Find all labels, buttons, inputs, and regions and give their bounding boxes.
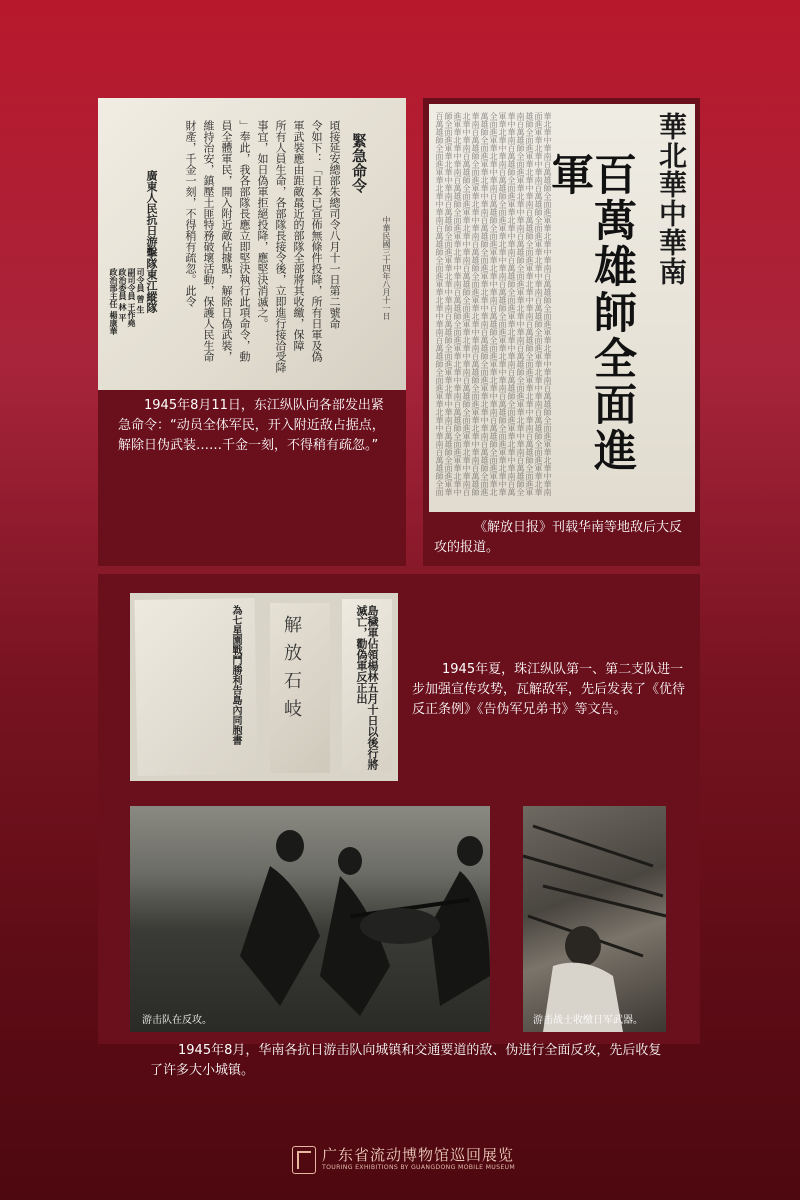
doc-signature-line: 司令員 曾 生 (136, 268, 146, 314)
caption-pearl-river-column: 1945年夏，珠江纵队第一、第二支队进一步加强宣传攻势，瓦解敌军，先后发表了《优待反正条例》《告伪军兄弟书》等文告。 (412, 662, 686, 717)
doc-line: 事宜，如日偽軍拒絕投降，應堅決消滅之。 (256, 120, 269, 329)
caption-urgent-order: 1945年8月11日，东江纵队向各部发出紧急命令：“动员全体军民，开入附近敌占据点，解除日伪武装……千金一刻，不得稍有疏忽。” (118, 398, 385, 453)
doc-signature-line: 政治部主任 楊康華 (109, 268, 119, 335)
footer-subtitle: TOURING EXHIBITIONS BY GUANGDONG MOBILE MUSEUM (322, 1164, 516, 1171)
doc-line: 軍武裝應由距敵最近的部隊全部將其收繳，保障 (292, 120, 305, 351)
caption-counteroffensive: 1945年8月，华南各抗日游击队向城镇和交通要道的敌、伪进行全面反攻，先后收复了许多大小城镇。 (150, 1043, 662, 1078)
leaflet-headline: 解放石岐 (281, 615, 302, 727)
newspaper-text-column: 師全面進軍華北華中華南百萬雄師全面進軍華北華中華南百萬雄師全面進軍華北華中華南百萬雄師全面進軍華 (444, 112, 453, 496)
doc-line: 令如下：「日本已宣佈無條件投降，所有日軍及偽 (310, 120, 323, 362)
doc-signature-line: 政治委員 林 平 (118, 268, 128, 322)
leaflet-side-a: 為七星園戰鬥勝利告島內同胞書 (230, 605, 241, 745)
newspaper-text-column: 萬雄師全面進軍華北華中華南百萬雄師全面進軍華北華中華南百萬雄師全面進軍華北華中華南百萬雄師全面進 (480, 112, 489, 496)
weapons-pile (523, 806, 666, 1032)
label-collecting-weapons: 游击战士收缴日军武器。 (533, 1015, 643, 1026)
photo-liberation-daily-newspaper (429, 104, 695, 512)
doc-unit: 廣東人民抗日游擊隊東江縱隊 (145, 170, 158, 313)
soldiers-silhouette (130, 806, 490, 1032)
label-guerrillas-counterattack: 游击队在反攻。 (142, 1015, 212, 1026)
newspaper-text-column: 華中華南百萬雄師全面進軍華北華中華南百萬雄師全面進軍華北華中華南百萬雄師全面進軍華北華中華南百萬 (507, 112, 516, 496)
photo-collecting-japanese-weapons (523, 806, 666, 1032)
newspaper-text-column: 南百萬雄師全面進軍華北華中華南百萬雄師全面進軍華北華中華南百萬雄師全面進軍華北華中華南百萬雄師全 (516, 112, 525, 496)
doc-line: 」奉此，我各部隊長應立即堅決執行此項命令，動 (238, 120, 251, 362)
newspaper-text-column: 面進軍華北華中華南百萬雄師全面進軍華北華中華南百萬雄師全面進軍華北華中華南百萬雄師全面進軍華北華 (534, 112, 543, 496)
footer (292, 1144, 532, 1178)
newspaper-headline-top: 華北華中華南 (655, 112, 688, 286)
newspaper-headline-main: 百萬雄師全面進軍 (544, 152, 637, 474)
newspaper-text-column: 華南百萬雄師全面進軍華北華中華南百萬雄師全面進軍華北華中華南百萬雄師全面進軍華北華中華南百萬雄師 (471, 112, 480, 496)
newspaper-text-column: 進軍華北華中華南百萬雄師全面進軍華北華中華南百萬雄師全面進軍華北華中華南百萬雄師全面進軍華北華中 (453, 112, 462, 496)
newspaper-text-column: 雄師全面進軍華北華中華南百萬雄師全面進軍華北華中華南百萬雄師全面進軍華北華中華南百萬雄師全面進軍 (525, 112, 534, 496)
newspaper-text-column: 全面進軍華北華中華南百萬雄師全面進軍華北華中華南百萬雄師全面進軍華北華中華南百萬雄師全面進軍華北 (489, 112, 498, 496)
doc-signature-line: 副司令員 王作堯 (127, 268, 137, 327)
leaflet-side-b: 島穢軍佔領楊林五月十日以後行將滅亡，勸偽軍反正出 (355, 605, 379, 770)
newspaper-text-column: 北華中華南百萬雄師全面進軍華北華中華南百萬雄師全面進軍華北華中華南百萬雄師全面進軍華北華中華南百 (462, 112, 471, 496)
doc-line: 維持治安，鎮壓土匪特務破壞活動，保護人民生命 (202, 120, 215, 362)
newspaper-text-column: 百萬雄師全面進軍華北華中華南百萬雄師全面進軍華北華中華南百萬雄師全面進軍華北華中華南百萬雄師全面 (435, 112, 444, 496)
footer-title: 广东省流动博物馆巡回展览 (322, 1146, 515, 1164)
photo-propaganda-leaflets (130, 593, 398, 781)
caption-liberation-daily: 《解放日报》刊载华南等地敌后大反攻的报道。 (434, 520, 683, 555)
doc-line: 頃接延安總部朱總司令八月十一日第二號命 (328, 120, 341, 329)
doc-date: 中華民國三十四年八月十一日 (382, 216, 391, 320)
newspaper-text-column: 華北華中華南百萬雄師全面進軍華北華中華南百萬雄師全面進軍華北華中華南百萬雄師全面進軍華北華中華南 (543, 112, 552, 496)
photo-urgent-order-document (98, 98, 406, 390)
doc-line: 財產，千金一刻，不得稍有疏忽。此令 (184, 120, 197, 307)
doc-line: 所有人員生命，各部隊長接令後，立即進行接洽受降 (274, 120, 287, 373)
doc-title: 緊急命令 (350, 133, 368, 193)
newspaper-text-column: 軍華北華中華南百萬雄師全面進軍華北華中華南百萬雄師全面進軍華北華中華南百萬雄師全面進軍華北華中華 (498, 112, 507, 496)
doc-line: 員全體軍民，開入附近敵佔據點，解除日偽武裝， (220, 120, 233, 362)
seal-logo-icon (292, 1146, 316, 1174)
photo-guerrillas-counterattack (130, 806, 490, 1032)
